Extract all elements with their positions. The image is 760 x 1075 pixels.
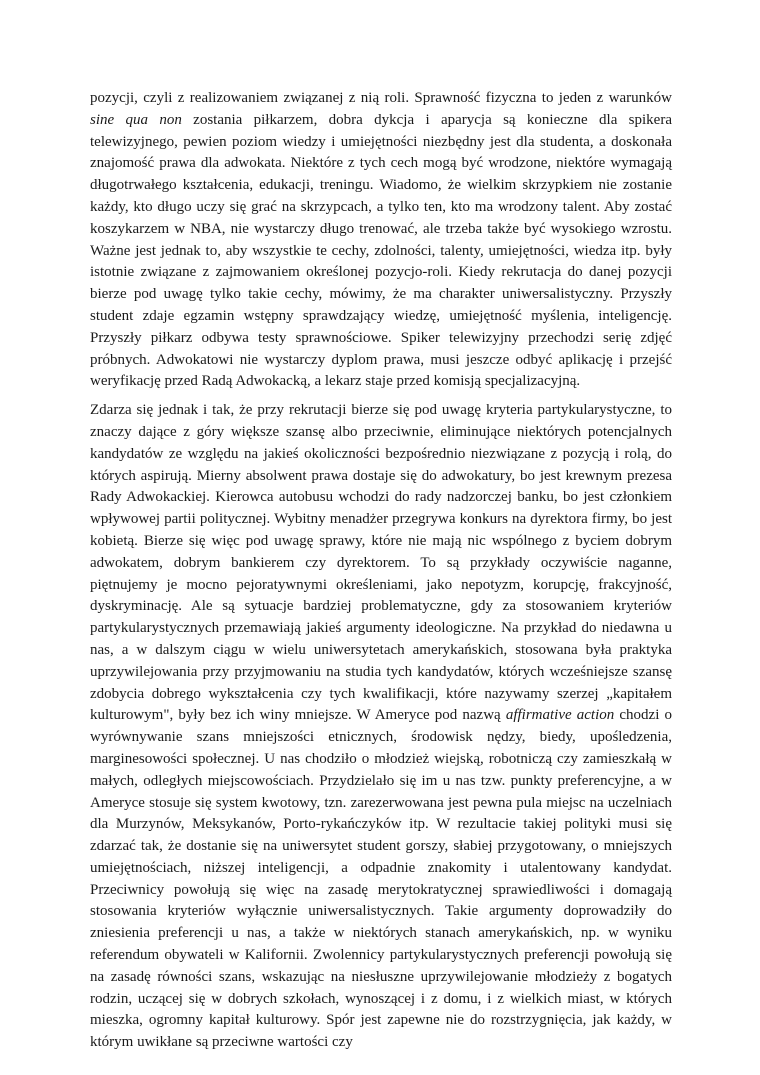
paragraph-2-text-2: chodzi o wyrównywanie szans mniejszości etnicznych, środowisk nędzy, biedy, upośledzenia, marginesowości społecznej. U nas chodziło o młodzież wiejską, robotniczą czy zamieszkałą w małych, odległych miejscowościach. Przydzielało się im u nas tzw. punkty preferencyjne, a w Ameryce stosuje się system kwotowy, tzn. zarezerwowana jest pewna pula miejsc na uczelniach dla Murzynów, Meksykanów, Porto-rykańczyków itp. W rezultacie takiej polityki musi się zdarzać tak, że dostanie się na uniwersytet student gorszy, słabiej przygotowany, o mniejszych umiejętnościach, niższej inteligencji, a odpadnie znakomity i utalentowany kandydat. Przeciwnicy powołują się więc na zasadę merytokratycznej sprawiedliwości i domagają stosowania kryteriów wyłącznie uniwersalistycznych. Takie argumenty doprowadziły do zniesienia preferencji u nas, a także w niektórych stanach amerykańskich, np. w wyniku referendum obywateli w Kalifornii. Zwolennicy partykularystycznych preferencji powołują się na zasadę równości szans, wskazując na niesłuszne uprzywilejowanie młodzieży z bogatych rodzin, uczącej się w dobrych szkołach, wynoszącej i z domu, i z wielkich miast, w których mieszka, ogromny kapitał kulturowy. Spór jest zapewne nie do rozstrzygnięcia, jak każdy, w którym uwikłane są przeciwne wartości czy: [90, 707, 672, 1051]
paragraph-2-text-1: Zdarza się jednak i tak, że przy rekrutacji bierze się pod uwagę kryteria partykularystyczne, to znaczy dające z góry większe szansę albo przeciwnie, eliminujące niektórych potencjalnych kandydatów ze względu na jakieś okoliczności bezpośrednio niezwiązane z pozycją i rolą, do których aspirują. Mierny absolwent prawa dostaje się do adwokatury, bo jest krewnym prezesa Rady Adwokackiej. Kierowca autobusu wchodzi do rady nadzorczej banku, bo jest członkiem wpływowej partii politycznej. Wybitny menadżer przegrywa konkurs na dyrektora firmy, bo jest kobietą. Bierze się więc pod uwagę sprawy, które nie mają nic wspólnego z byciem dobrym adwokatem, dobrym bankierem czy dyrektorem. To są przykłady oczywiście naganne, piętnujemy je mocno pejoratywnymi określeniami, jako nepotyzm, korupcję, frakcyjność, dyskryminację. Ale są sytuacje bardziej problematyczne, gdy za stosowaniem kryteriów partykularystycznych przemawiają jakieś argumenty ideologiczne. Na przykład do niedawna u nas, a w dalszym ciągu w wielu uniwersytetach amerykańskich, stosowana była praktyka uprzywilejowania przy przyjmowaniu na studia tych kandydatów, których wcześniejsze szansę zdobycia dobrego wykształcenia czy tych kwalifikacji, które nazywamy szerzej „kapitałem kulturowym", były bez ich winy mniejsze. W Ameryce pod nazwą: [90, 402, 672, 724]
paragraph-1-italic-phrase: sine qua non: [90, 111, 182, 128]
paragraph-2-italic-phrase: affirmative action: [505, 707, 615, 724]
document-page: [90, 88, 672, 1061]
paragraph-2: [90, 400, 672, 1054]
paragraph-1-text-2: zostania piłkarzem, dobra dykcja i aparycja są konieczne dla spikera telewizyjnego, pewien poziom wiedzy i umiejętności niezbędny jest dla studenta, a doskonała znajomość prawa dla adwokata. Niektóre z tych cech mogą być wrodzone, niektóre wymagają długotrwałego kształcenia, edukacji, treningu. Wiadomo, że wielkim skrzypkiem nie zostanie każdy, kto długo uczy się grać na skrzypcach, a tylko ten, kto ma wrodzony talent. Aby zostać koszykarzem w NBA, nie wystarczy długo trenować, ale trzeba także być wysokiego wzrostu. Ważne jest jednak to, aby wszystkie te cechy, zdolności, talenty, umiejętności, wiedza itp. były istotnie związane z zajmowaniem określonej pozycjo-roli. Kiedy rekrutacja do danej pozycji bierze pod uwagę tylko takie cechy, mówimy, że ma charakter uniwersalistyczny. Przyszły student zdaje egzamin wstępny sprawdzający wiedzę, umiejętność myślenia, inteligencję. Przyszły piłkarz odbywa testy sprawnościowe. Spiker telewizyjny przechodzi serię zdjęć próbnych. Adwokatowi nie wystarczy dyplom prawa, musi jeszcze odbyć aplikację i przejść weryfikację przed Radą Adwokacką, a lekarz staje przed komisją specjalizacyjną.: [90, 111, 672, 390]
paragraph-1: [90, 88, 672, 393]
paragraph-1-text-1: pozycji, czyli z realizowaniem związanej z nią roli. Sprawność fizyczna to jeden z warunków: [90, 90, 672, 106]
